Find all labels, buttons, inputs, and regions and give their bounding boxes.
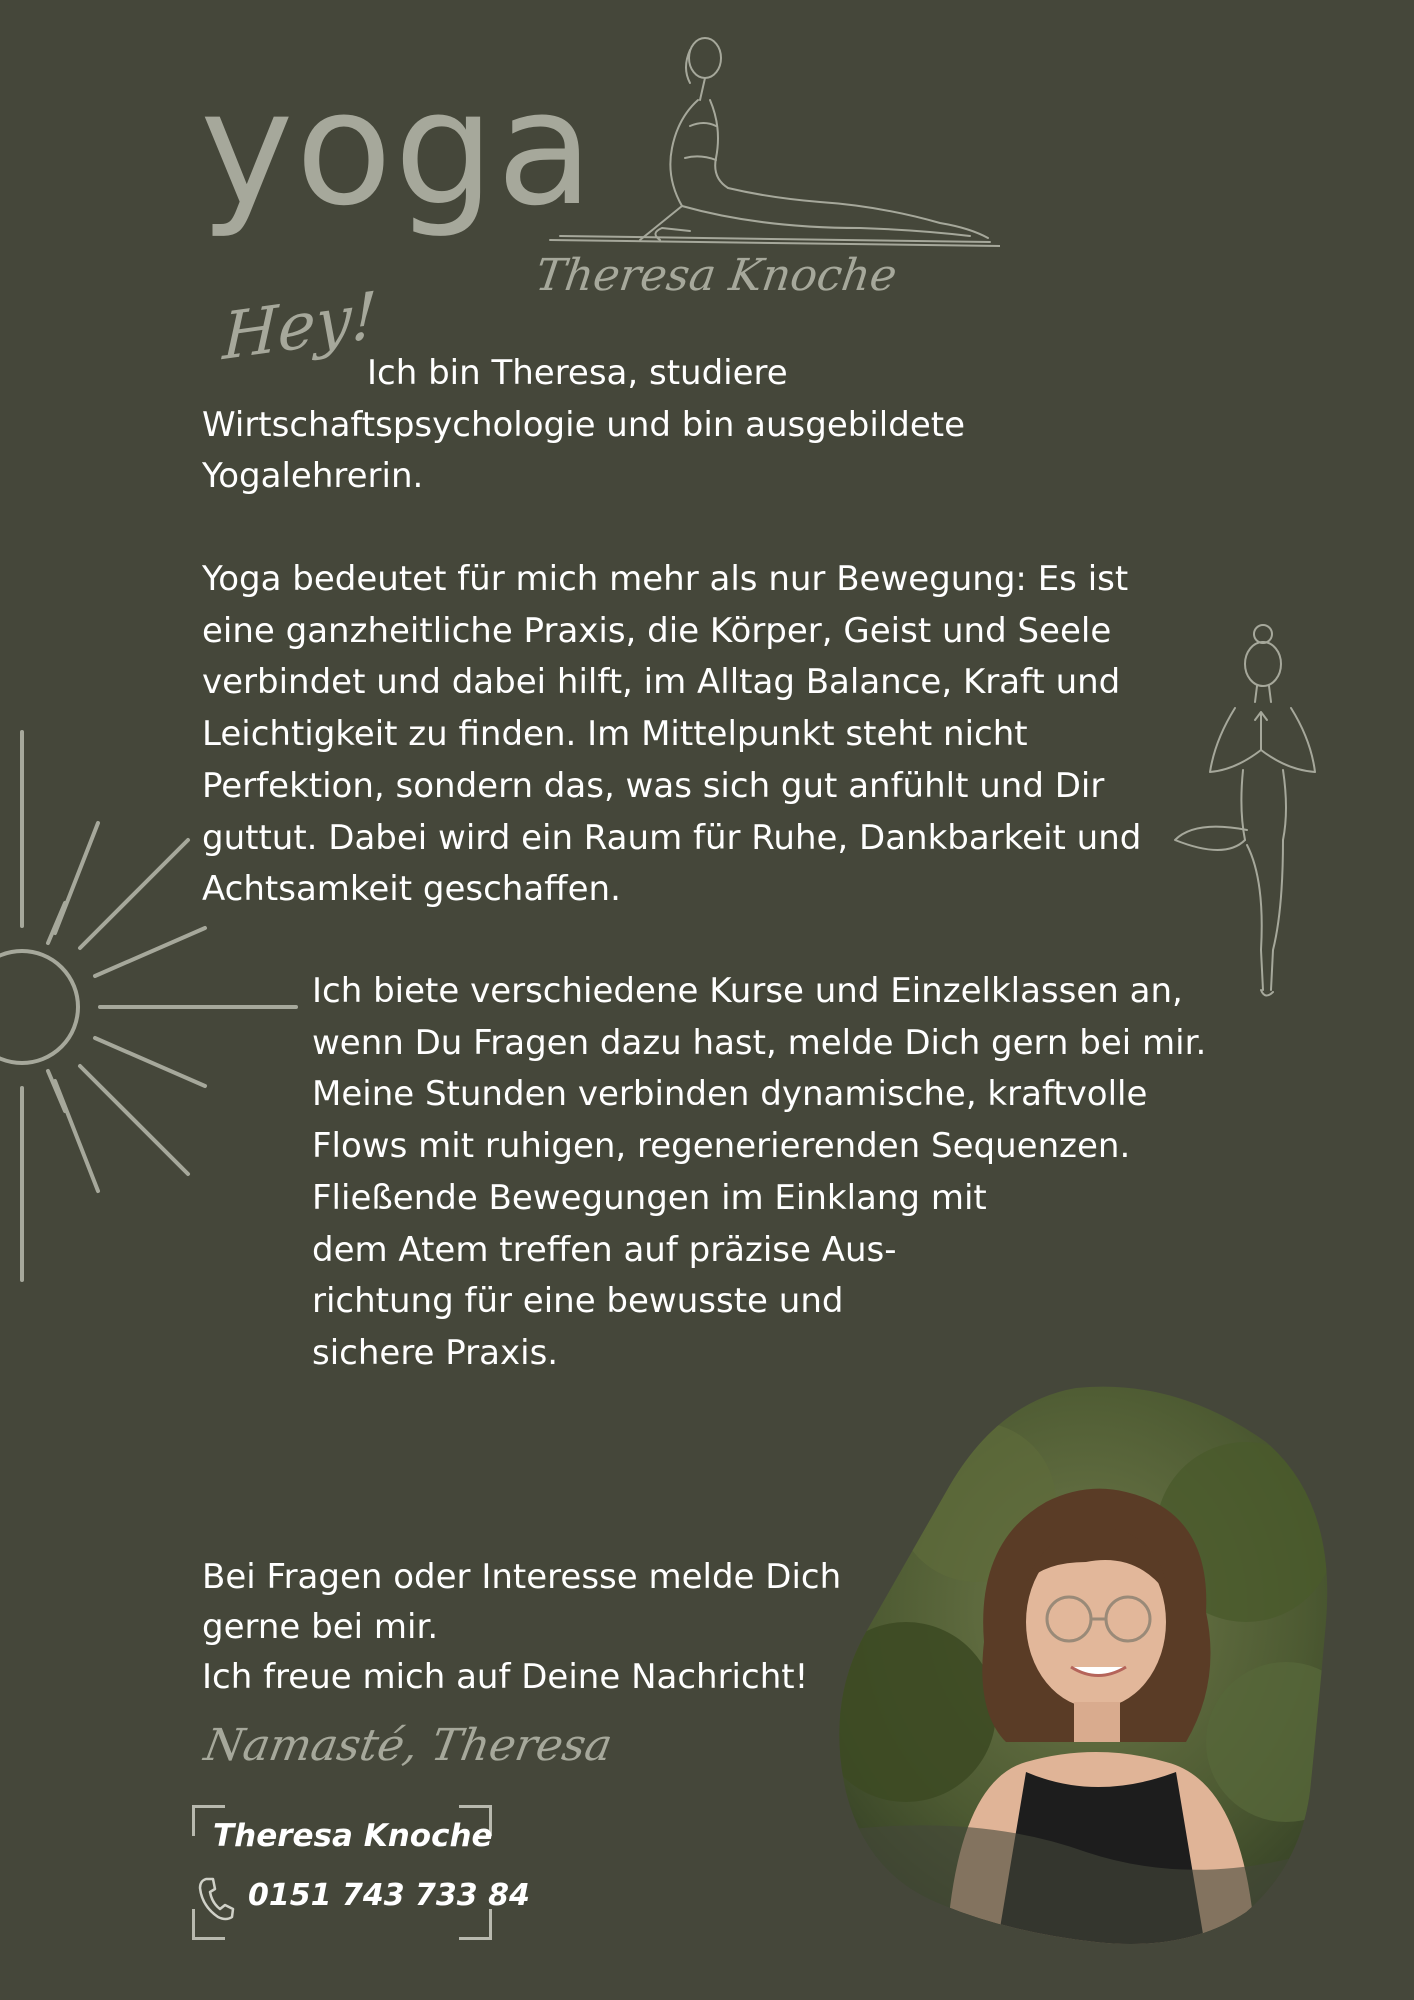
tree-pose-illustration <box>1165 620 1335 1000</box>
contact-name: Theresa Knoche <box>213 1818 493 1854</box>
offer-text <box>312 966 1252 1380</box>
closing-line-1: Bei Fragen oder Interesse melde Dich gerne bei mir. <box>202 1557 842 1647</box>
offer-line-2: Meine Stunden verbinden dynamische, kraftvolle Flows mit ruhigen, regenerierenden Sequenzen. <box>312 1074 1148 1167</box>
intro-text: Ich bin Theresa, studiere Wirtschaftspsychologie und bin ausgebildete Yogalehrerin. <box>202 353 965 497</box>
offer-line-3c: richtung für eine bewusste und <box>312 1281 844 1322</box>
contact-phone[interactable]: 0151 743 733 84 <box>248 1878 530 1913</box>
offer-line-3a: Fließende Bewegungen im Einklang mit <box>312 1177 987 1218</box>
phone-icon <box>196 1876 236 1922</box>
namaste-signature: Namasté, Theresa <box>200 1720 617 1771</box>
logo-word: yoga <box>200 57 596 241</box>
greeting: Hey! <box>221 278 379 376</box>
offer-line-1: Ich biete verschiedene Kurse und Einzelklassen an, wenn Du Fragen dazu hast, melde Dich gern bei mir. <box>312 971 1207 1063</box>
profile-photo <box>826 1382 1346 1952</box>
closing-text <box>202 1552 882 1702</box>
closing-line-2: Ich freue mich auf Deine Nachricht! <box>202 1657 809 1697</box>
cobra-pose-illustration <box>540 28 1000 248</box>
logo-signature: Theresa Knoche <box>532 250 900 301</box>
offer-line-3b: dem Atem treffen auf präzise Aus- <box>312 1229 897 1270</box>
philosophy-text: Yoga bedeutet für mich mehr als nur Bewegung: Es ist eine ganzheitliche Praxis, die Körper, Geist und Seele verbindet und dabei hilft, im Alltag Balance, Kraft und Leichtigkeit zu finden. Im Mittelpunkt steht nicht Perfektion, sondern das, was sich gut anfühlt und Dir guttut. Dabei wird ein Raum für Ruhe, Dankbarkeit und Achtsamkeit geschaffen. <box>202 559 1142 910</box>
offer-line-3d: sichere Praxis. <box>312 1332 559 1373</box>
